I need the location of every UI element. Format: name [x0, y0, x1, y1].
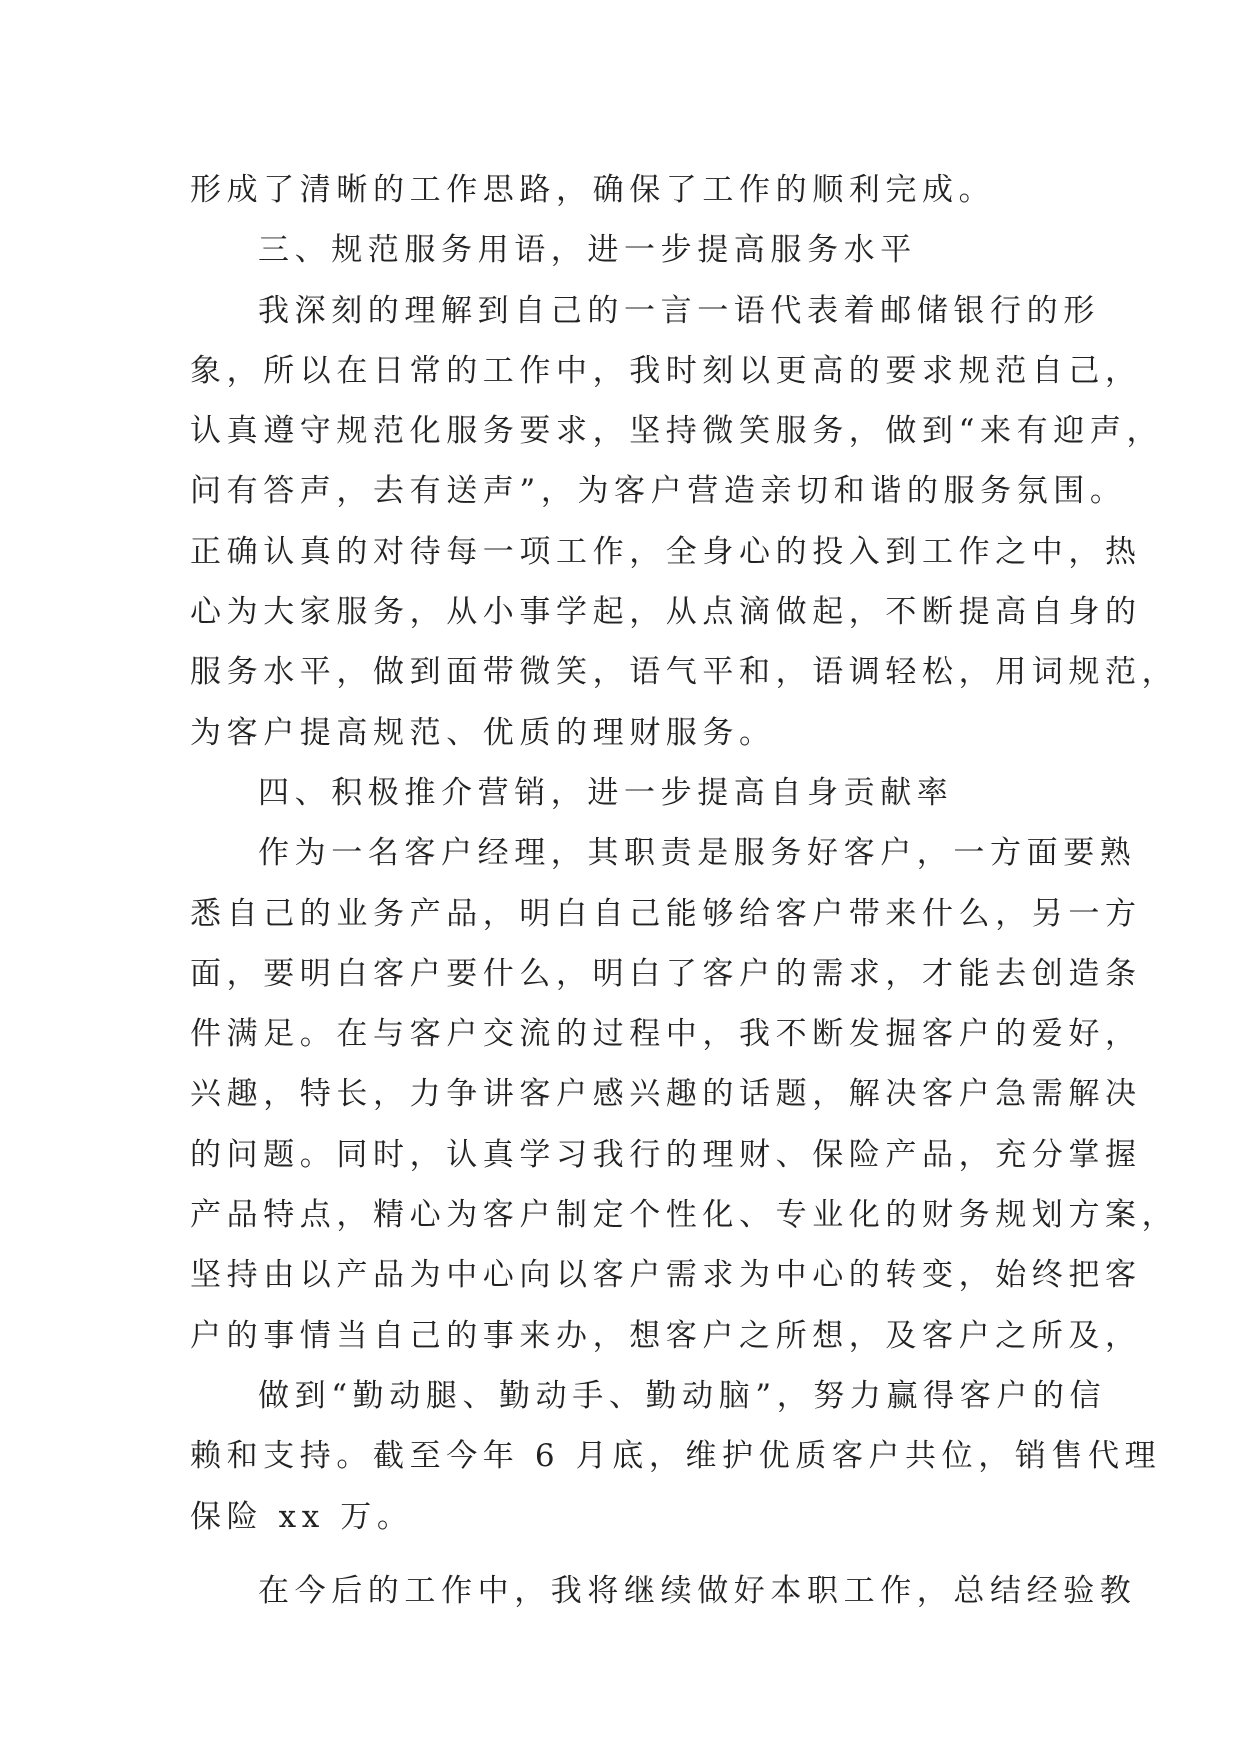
paragraph-line: 认真遵守规范化服务要求，坚持微笑服务，做到“来有迎声， [190, 413, 1164, 450]
paragraph-line: 在今后的工作中，我将继续做好本职工作，总结经验教 [258, 1572, 1137, 1609]
paragraph-line: 户的事情当自己的事来办，想客户之所想，及客户之所及， [190, 1317, 1142, 1354]
paragraph-line: 问有答声，去有送声”，为客户营造亲切和谐的服务氛围。 [190, 473, 1127, 510]
paragraph-line: 心为大家服务，从小事学起，从点滴做起，不断提高自身的 [190, 594, 1142, 631]
paragraph-line: 我深刻的理解到自己的一言一语代表着邮储银行的形 [258, 292, 1100, 329]
paragraph-gap [190, 1547, 1050, 1561]
paragraph-line: 作为一名客户经理，其职责是服务好客户，一方面要熟 [258, 835, 1137, 872]
paragraph-line: 产品特点，精心为客户制定个性化、专业化的财务规划方案， [190, 1197, 1179, 1234]
paragraph-line: 的问题。同时，认真学习我行的理财、保险产品，充分掌握 [190, 1136, 1142, 1173]
paragraph-line: 象，所以在日常的工作中，我时刻以更高的要求规范自己， [190, 352, 1142, 389]
section-heading-3: 三、规范服务用语，进一步提高服务水平 [258, 232, 917, 269]
paragraph-line: 做到“勤动腿、勤动手、勤动脑”，努力赢得客户的信 [258, 1377, 1107, 1414]
paragraph-line: 坚持由以产品为中心向以客户需求为中心的转变，始终把客 [190, 1257, 1142, 1294]
paragraph-line: 形成了清晰的工作思路，确保了工作的顺利完成。 [190, 172, 996, 208]
paragraph-line: 为客户提高规范、优质的理财服务。 [190, 714, 776, 751]
paragraph-line: 赖和支持。截至今年 6 月底，维护优质客户共位，销售代理 [190, 1438, 1162, 1475]
section-heading-4: 四、积极推介营销，进一步提高自身贡献率 [258, 774, 954, 811]
paragraph-line: 面，要明白客户要什么，明白了客户的需求，才能去创造条 [190, 955, 1142, 992]
paragraph-line: 件满足。在与客户交流的过程中，我不断发掘客户的爱好， [190, 1016, 1142, 1053]
paragraph-line: 兴趣，特长，力争讲客户感兴趣的话题，解决客户急需解决 [190, 1076, 1142, 1113]
paragraph-line: 保险 xx 万。 [190, 1498, 414, 1535]
paragraph-line: 服务水平，做到面带微笑，语气平和，语调轻松，用词规范， [190, 654, 1179, 691]
paragraph-line: 正确认真的对待每一项工作，全身心的投入到工作之中，热 [190, 533, 1142, 570]
paragraph-line: 悉自己的业务产品，明白自己能够给客户带来什么，另一方 [190, 895, 1142, 932]
document-body [190, 160, 1179, 1621]
